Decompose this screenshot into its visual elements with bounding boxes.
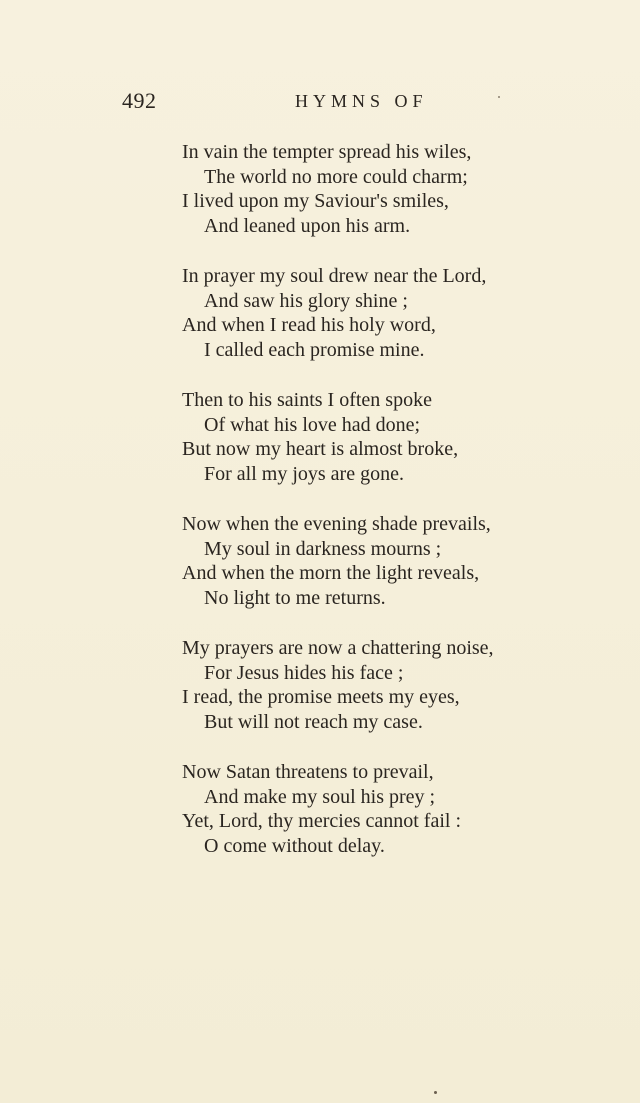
verse-line: Now when the evening shade prevails,: [182, 513, 491, 535]
verse-line: The world no more could charm;: [204, 165, 468, 188]
verse-line: For Jesus hides his face ;: [204, 661, 404, 684]
hymn-text: [182, 140, 602, 884]
verse-line: O come without delay.: [204, 834, 385, 857]
verse-line: And saw his glory shine ;: [204, 289, 408, 312]
verse-line: My prayers are now a chattering noise,: [182, 637, 494, 659]
verse-line: And when I read his holy word,: [182, 314, 436, 336]
verse-line: Now Satan threatens to prevail,: [182, 761, 434, 783]
verse-line: In prayer my soul drew near the Lord,: [182, 265, 487, 287]
stanza: [182, 636, 602, 734]
verse-line: I read, the promise meets my eyes,: [182, 686, 460, 708]
stanza: [182, 512, 602, 610]
verse-line: But now my heart is almost broke,: [182, 438, 459, 460]
running-head: HYMNS OF: [295, 91, 428, 111]
verse-line: Then to his saints I often spoke: [182, 389, 432, 411]
verse-line: But will not reach my case.: [204, 710, 423, 733]
print-speck: [434, 1091, 437, 1094]
stanza: [182, 140, 602, 238]
verse-line: And when the morn the light reveals,: [182, 562, 480, 584]
print-speck: [498, 96, 500, 98]
verse-line: Yet, Lord, thy mercies cannot fail :: [182, 810, 462, 832]
verse-line: And leaned upon his arm.: [204, 214, 411, 237]
stanza: [182, 760, 602, 858]
verse-line: I lived upon my Saviour's smiles,: [182, 190, 449, 212]
stanza: [182, 388, 602, 486]
verse-line: My soul in darkness mourns ;: [204, 537, 442, 560]
stanza: [182, 264, 602, 362]
verse-line: For all my joys are gone.: [204, 462, 404, 485]
verse-line: In vain the tempter spread his wiles,: [182, 141, 472, 163]
verse-line: And make my soul his prey ;: [204, 785, 436, 808]
page-number: 492: [122, 88, 157, 113]
verse-line: No light to me returns.: [204, 586, 386, 609]
verse-line: Of what his love had done;: [204, 413, 421, 436]
verse-line: I called each promise mine.: [204, 338, 425, 361]
